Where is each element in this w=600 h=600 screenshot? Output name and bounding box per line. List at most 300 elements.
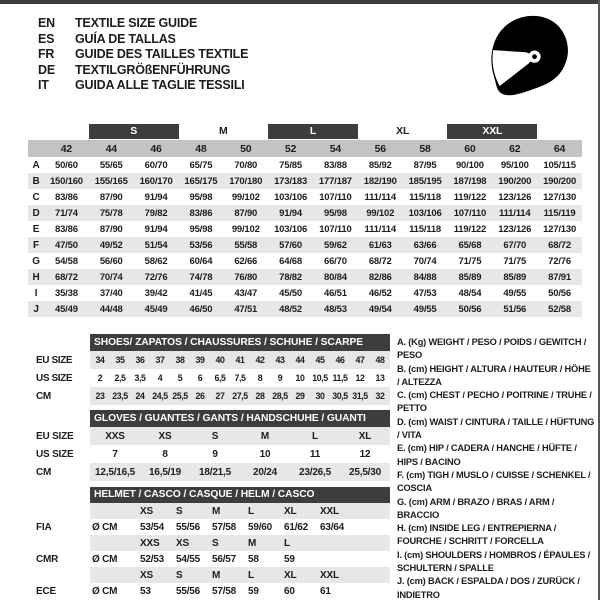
size-value-cell: 66/70 — [324, 255, 347, 267]
shoes-row-label: US SIZE — [36, 372, 73, 384]
helmet-cell: L — [246, 503, 282, 519]
size-value-cell: 123/126 — [498, 223, 532, 235]
helmet-row-ece — [30, 583, 390, 599]
racing-helmet-icon — [482, 12, 574, 110]
size-value-cell: 41/45 — [189, 287, 213, 299]
lang-code: FR — [38, 47, 55, 62]
size-value-cell: 95/98 — [324, 207, 347, 219]
size-header-cell: 58 — [419, 142, 431, 155]
size-value-cell: 39/42 — [144, 287, 168, 299]
size-value-cell: 45/49 — [55, 303, 78, 315]
size-value-cell: 99/102 — [231, 223, 260, 235]
gloves-cell: 25,5/30 — [340, 463, 390, 481]
helmet-row-label: FIA — [36, 521, 52, 533]
helmet-cell: 52/53 — [140, 553, 165, 565]
helmet-cell: 55/56 — [176, 585, 201, 597]
size-header-cell: 44 — [105, 142, 117, 155]
gloves-row-us-size — [30, 445, 390, 463]
textile-size-table — [28, 124, 582, 317]
size-header-cell: 48 — [195, 142, 207, 155]
size-value-cell: 165/175 — [184, 175, 218, 187]
shoes-cell: 12 — [355, 373, 365, 383]
size-value-cell: 150/160 — [49, 175, 83, 187]
size-header-cell: 62 — [509, 142, 521, 155]
size-group-xxl: XXL — [447, 124, 537, 139]
gloves-row-label: US SIZE — [36, 448, 74, 460]
helmet-cell: 53/54 — [140, 521, 165, 533]
gloves-cell: L — [290, 427, 340, 445]
shoes-cell: 29 — [290, 387, 310, 405]
corner-blank-cell — [28, 124, 44, 139]
helmet-cell: L — [246, 567, 282, 583]
legend-item: D. (cm) WAIST / CINTURA / TAILLE / HÜFTUNG / VITA — [397, 416, 595, 441]
size-value-cell: 61/63 — [368, 239, 392, 251]
helmet-title: HELMET / CASCO / CASQUE / HELM / CASCO — [90, 487, 390, 503]
size-value-cell: 95/100 — [500, 159, 529, 171]
size-value-cell: 187/198 — [453, 175, 487, 187]
gloves-title: GLOVES / GUANTES / GANTS / HANDSCHUHE / GUANTI — [90, 410, 390, 427]
size-value-cell: 170/180 — [229, 175, 263, 187]
size-value-cell: 115/119 — [543, 207, 576, 219]
gloves-row-label: CM — [36, 466, 52, 478]
gloves-cell: S — [190, 427, 240, 445]
helmet-cell — [318, 551, 390, 567]
helmet-cell: 63/64 — [320, 521, 345, 533]
guide-title: GUIDE DES TAILLES TEXTILE — [75, 47, 249, 62]
size-value-cell: 45/50 — [279, 287, 302, 299]
size-header-cell: 60 — [464, 142, 476, 155]
size-value-cell: 53/56 — [189, 239, 213, 251]
size-value-cell: 127/130 — [543, 223, 577, 235]
title-language-list — [38, 16, 248, 94]
shoes-cell: 38 — [170, 351, 190, 369]
shoes-cell: 26 — [190, 387, 210, 405]
helmet-cell: M — [210, 567, 246, 583]
lang-code: DE — [38, 62, 55, 77]
measurement-row-i — [28, 285, 582, 301]
size-value-cell: 83/86 — [55, 223, 78, 235]
size-value-cell: 68/72 — [55, 271, 78, 283]
measurement-row-e — [28, 221, 582, 237]
size-value-cell: 105/115 — [543, 159, 576, 171]
helmet-cell: 59 — [284, 553, 295, 565]
size-value-cell: 99/102 — [231, 191, 260, 203]
helmet-row-sizes-2 — [30, 535, 390, 551]
helmet-cell: S — [174, 567, 210, 583]
shoes-cell: 40 — [210, 351, 230, 369]
measurement-row-j — [28, 301, 582, 317]
size-value-cell: 87/95 — [413, 159, 437, 171]
size-value-cell: 83/88 — [324, 159, 347, 171]
title-row-de — [38, 63, 248, 79]
size-value-cell: 75/78 — [99, 207, 123, 219]
shoes-cell: 30 — [310, 387, 330, 405]
size-value-cell: 107/110 — [319, 223, 352, 235]
helmet-cell: M — [210, 503, 246, 519]
shoes-cell: 28 — [250, 387, 270, 405]
gloves-cell: M — [240, 427, 290, 445]
shoes-cell: 7,5 — [234, 373, 246, 383]
shoes-cell: 37 — [150, 351, 170, 369]
gloves-cell: 12 — [359, 448, 371, 460]
shoes-cell: 44 — [290, 351, 310, 369]
size-value-cell: 127/130 — [543, 191, 577, 203]
size-value-cell: 64/68 — [279, 255, 302, 267]
size-value-cell: 111/114 — [499, 207, 531, 219]
size-group-s: S — [89, 124, 179, 139]
size-value-cell: 190/200 — [543, 175, 577, 187]
size-value-cell: 119/122 — [453, 191, 487, 203]
size-value-cell: 48/53 — [324, 303, 347, 315]
size-value-cell: 160/170 — [139, 175, 173, 187]
size-value-cell: 78/82 — [279, 271, 302, 283]
shoes-row-cm — [30, 387, 390, 405]
size-value-cell: 83/86 — [189, 207, 213, 219]
helmet-row-cmr — [30, 551, 390, 567]
shoes-cell: 46 — [330, 351, 350, 369]
size-value-cell: 87/91 — [548, 271, 571, 283]
size-value-cell: 50/56 — [548, 287, 571, 299]
helmet-title-row — [30, 487, 390, 503]
top-border-bar — [0, 0, 600, 4]
size-value-cell: 123/126 — [498, 191, 532, 203]
helmet-cell: 61/62 — [284, 521, 309, 533]
size-value-cell: 49/52 — [99, 239, 123, 251]
gloves-cell: 20/24 — [240, 463, 290, 481]
size-value-cell: 87/90 — [234, 207, 258, 219]
size-header-cell: 50 — [240, 142, 252, 155]
size-value-cell: 45/49 — [144, 303, 168, 315]
row-letter: J — [33, 303, 39, 315]
gloves-size-table — [30, 410, 390, 481]
helmet-cell: 57/58 — [212, 521, 237, 533]
size-group-header-row — [28, 124, 582, 139]
shoes-cell: 42 — [250, 351, 270, 369]
legend-item: C. (cm) CHEST / PECHO / POITRINE / TRUHE / PETTO — [397, 390, 592, 414]
shoes-cell: 23,5 — [110, 387, 130, 405]
size-value-cell: 68/72 — [548, 239, 571, 251]
row-letter: E — [32, 223, 40, 235]
helmet-cell: XL — [282, 503, 318, 519]
guide-title: TEXTILE SIZE GUIDE — [75, 16, 198, 30]
helmet-cell: XXL — [318, 503, 390, 519]
shoes-cell: 8 — [257, 373, 263, 383]
size-header-cell: 56 — [374, 142, 386, 155]
shoes-cell: 36 — [130, 351, 150, 369]
measurement-row-h — [28, 269, 582, 285]
helmet-cell: 59/60 — [248, 521, 273, 533]
size-value-cell: 71/75 — [458, 255, 482, 267]
shoes-cell: 3,5 — [134, 373, 146, 383]
size-value-cell: 173/183 — [274, 175, 308, 187]
size-value-cell: 83/86 — [55, 191, 78, 203]
helmet-cell: XXL — [318, 567, 390, 583]
legend-item: G. (cm) ARM / BRAZO / BRAS / ARM / BRACCIO — [397, 496, 555, 520]
shoes-cell: 25,5 — [170, 387, 190, 405]
shoes-cell: 47 — [350, 351, 370, 369]
size-value-cell: 46/52 — [368, 287, 392, 299]
helmet-cell: Ø CM — [92, 585, 118, 597]
size-value-cell: 65/75 — [189, 159, 213, 171]
size-group-xl: XL — [396, 125, 410, 137]
shoes-row-us-size — [30, 369, 390, 387]
size-value-cell: 70/74 — [99, 271, 123, 283]
size-value-cell: 35/38 — [55, 287, 78, 299]
shoes-cell: 11,5 — [332, 373, 348, 383]
gloves-row-eu-size — [30, 427, 390, 445]
gloves-cell: XXS — [90, 427, 140, 445]
size-value-cell: 51/54 — [144, 239, 168, 251]
size-value-cell: 91/94 — [144, 223, 168, 235]
shoes-title: SHOES/ ZAPATOS / CHAUSSURES / SCHUHE / SCARPE — [90, 334, 390, 351]
shoes-cell: 35 — [110, 351, 130, 369]
shoes-cell: 39 — [190, 351, 210, 369]
size-value-cell: 63/66 — [413, 239, 437, 251]
size-value-cell: 48/54 — [458, 287, 482, 299]
size-value-cell: 111/114 — [364, 191, 396, 203]
gloves-cell: 10 — [259, 448, 271, 460]
size-value-cell: 79/82 — [144, 207, 168, 219]
legend-item: J. (cm) BACK / ESPALDA / DOS / ZURÜCK / INDIETRO — [397, 576, 580, 600]
size-value-cell: 76/80 — [234, 271, 258, 283]
size-header-cell: 64 — [553, 142, 566, 155]
size-value-cell: 70/74 — [413, 255, 437, 267]
size-header-cell: 52 — [284, 142, 297, 155]
size-value-cell: 82/86 — [368, 271, 392, 283]
size-value-cell: 85/89 — [503, 271, 527, 283]
size-value-cell: 74/78 — [189, 271, 213, 283]
size-value-cell: 58/62 — [144, 255, 168, 267]
measurement-row-c — [28, 189, 582, 205]
gloves-row-label: EU SIZE — [36, 430, 74, 442]
size-value-cell: 65/68 — [458, 239, 482, 251]
size-value-cell: 155/165 — [94, 175, 128, 187]
size-value-cell: 177/187 — [318, 175, 352, 187]
gloves-cell: 16,5/19 — [140, 463, 190, 481]
size-header-cell: 54 — [329, 142, 342, 155]
row-letter: D — [32, 207, 40, 219]
size-value-cell: 49/55 — [413, 303, 437, 315]
shoes-cell: 2,5 — [114, 373, 126, 383]
helmet-cell: 61 — [320, 585, 331, 597]
size-value-cell: 85/92 — [368, 159, 392, 171]
group-blank-over-42 — [44, 124, 89, 139]
gloves-row-cm — [30, 463, 390, 481]
size-value-cell: 103/106 — [408, 207, 442, 219]
row-letter: I — [34, 287, 38, 299]
title-row-it — [38, 78, 248, 94]
size-value-cell: 48/52 — [279, 303, 302, 315]
shoes-cell: 5 — [177, 373, 183, 383]
shoes-cell: 10 — [295, 373, 305, 383]
size-value-cell: 99/102 — [366, 207, 395, 219]
legend-item: H. (cm) INSIDE LEG / ENTREPIERNA / FOURCHE / SCHRITT / FORCELLA — [397, 523, 557, 547]
shoes-size-table — [30, 334, 390, 405]
size-header-cell: 42 — [60, 142, 73, 155]
size-value-cell: 115/118 — [409, 223, 442, 235]
helmet-cell: XS — [138, 567, 174, 583]
shoes-cell: 9 — [277, 373, 283, 383]
size-value-cell: 44/48 — [99, 303, 123, 315]
shoes-cell: 48 — [370, 351, 390, 369]
helmet-row-label: CMR — [36, 553, 59, 565]
size-value-cell: 47/53 — [413, 287, 437, 299]
row-letter: F — [33, 239, 39, 251]
helmet-cell: 57/58 — [212, 585, 237, 597]
size-value-cell: 47/51 — [234, 303, 258, 315]
helmet-cell: S — [174, 503, 210, 519]
helmet-cell — [90, 567, 138, 583]
size-value-cell: 115/118 — [409, 191, 442, 203]
size-value-cell: 107/110 — [453, 207, 487, 219]
helmet-row-sizes-4 — [30, 567, 390, 583]
row-letter: B — [32, 175, 40, 187]
size-value-cell: 46/50 — [189, 303, 213, 315]
helmet-size-table — [30, 487, 390, 599]
shoes-cell: 24,5 — [150, 387, 170, 405]
size-value-cell: 49/54 — [368, 303, 392, 315]
size-value-cell: 60/64 — [189, 255, 213, 267]
size-value-cell: 103/106 — [274, 223, 308, 235]
helmet-cell: M — [246, 535, 282, 551]
size-value-cell: 95/98 — [189, 223, 213, 235]
measurement-row-f — [28, 237, 582, 253]
helmet-cell: XL — [282, 567, 318, 583]
group-blank-over-64 — [537, 124, 582, 139]
size-value-cell: 55/58 — [234, 239, 258, 251]
helmet-cell: S — [210, 535, 246, 551]
size-value-cell: 72/76 — [548, 255, 571, 267]
size-value-cell: 85/89 — [458, 271, 482, 283]
size-value-cell: 54/58 — [55, 255, 78, 267]
legend-item: F. (cm) TIGH / MUSLO / CUISSE / SCHENKEL / COSCIA — [397, 469, 591, 494]
size-value-cell: 55/65 — [99, 159, 123, 171]
size-value-cell: 111/114 — [364, 223, 396, 235]
legend-item: A. (Kg) WEIGHT / PESO / POIDS / GEWITCH / PESO — [397, 337, 587, 361]
helmet-cell — [90, 503, 138, 519]
size-value-cell: 107/110 — [319, 191, 352, 203]
helmet-cell: 60 — [284, 585, 295, 597]
row-letter: C — [32, 191, 40, 203]
gloves-title-row — [30, 410, 390, 427]
size-value-cell: 68/72 — [368, 255, 392, 267]
title-row-fr — [38, 47, 248, 63]
shoes-cell: 24 — [130, 387, 150, 405]
size-value-cell: 185/195 — [408, 175, 442, 187]
helmet-row-label: ECE — [36, 585, 56, 597]
size-value-cell: 49/55 — [503, 287, 527, 299]
gloves-cell: XS — [140, 427, 190, 445]
legend-item: B. (cm) HEIGHT / ALTURA / HAUTEUR / HÖHE / ALTEZZA — [397, 363, 591, 387]
lang-code: EN — [38, 16, 55, 30]
measurement-row-g — [28, 253, 582, 269]
gloves-cell: 23/26,5 — [290, 463, 340, 481]
size-value-cell: 52/58 — [548, 303, 571, 315]
gloves-cell: 9 — [212, 448, 218, 460]
shoes-cell: 27 — [210, 387, 230, 405]
gloves-cell: 11 — [309, 448, 321, 460]
shoes-cell: 30,5 — [330, 387, 350, 405]
shoes-cell: 23 — [90, 387, 110, 405]
gloves-cell: 12,5/16,5 — [90, 463, 140, 481]
size-value-cell: 51/56 — [503, 303, 527, 315]
size-value-cell: 84/88 — [413, 271, 437, 283]
size-value-cell: 62/66 — [234, 255, 258, 267]
size-group-l: L — [268, 124, 358, 139]
shoes-cell: 6 — [197, 373, 203, 383]
size-value-cell: 60/70 — [144, 159, 168, 171]
size-value-cell: 37/40 — [99, 287, 123, 299]
size-value-cell: 182/190 — [363, 175, 397, 187]
title-row-es — [38, 32, 248, 48]
size-value-cell: 80/84 — [324, 271, 347, 283]
size-value-cell: 59/62 — [324, 239, 347, 251]
size-value-cell: 46/51 — [324, 287, 347, 299]
shoes-cell: 28,5 — [270, 387, 290, 405]
helmet-cell: 53 — [140, 585, 151, 597]
shoes-cell: 13 — [375, 373, 385, 383]
lang-code: ES — [38, 31, 55, 46]
shoes-cell: 6,5 — [214, 373, 226, 383]
shoes-cell: 10,5 — [312, 373, 328, 383]
guide-title: GUÍA DE TALLAS — [75, 31, 176, 46]
size-value-cell: 90/100 — [455, 159, 484, 171]
shoes-cell: 45 — [310, 351, 330, 369]
size-value-cell: 190/200 — [498, 175, 532, 187]
size-value-cell: 71/74 — [55, 207, 78, 219]
helmet-cell — [318, 535, 390, 551]
guide-title: GUIDA ALLE TAGLIE TESSILI — [75, 78, 245, 93]
size-value-cell: 70/80 — [234, 159, 258, 171]
size-value-cell: 103/106 — [274, 191, 308, 203]
size-value-cell: 50/60 — [55, 159, 78, 171]
measurement-row-d — [28, 205, 582, 221]
title-row-en — [38, 16, 248, 32]
size-value-cell: 50/56 — [458, 303, 482, 315]
size-header-row — [28, 140, 582, 157]
gloves-cell: XL — [340, 427, 390, 445]
shoes-cell: 34 — [90, 351, 110, 369]
shoes-row-label: CM — [36, 390, 51, 402]
measurement-row-b — [28, 173, 582, 189]
shoes-title-row — [30, 334, 390, 351]
row-letter: A — [32, 159, 40, 171]
shoes-cell: 4 — [157, 373, 163, 383]
size-value-cell: 71/75 — [503, 255, 527, 267]
row-letter: G — [32, 255, 40, 267]
shoes-cell: 27,5 — [230, 387, 250, 405]
size-group-m: M — [219, 125, 228, 137]
shoes-cell: 31,5 — [350, 387, 370, 405]
size-value-cell: 67/70 — [503, 239, 527, 251]
helmet-cell: L — [282, 535, 318, 551]
helmet-row-fia — [30, 519, 390, 535]
legend-item: E. (cm) HIP / CADERA / HANCHE / HÜFTE / HIPS / BACINO — [397, 443, 577, 467]
size-header-cell: 46 — [150, 142, 162, 155]
helmet-cell: 59 — [248, 585, 259, 597]
helmet-cell: 54/55 — [176, 553, 201, 565]
row-letter: H — [32, 271, 40, 283]
helmet-cell: 58 — [248, 553, 259, 565]
size-value-cell: 95/98 — [189, 191, 213, 203]
size-value-cell: 72/76 — [144, 271, 168, 283]
size-value-cell: 47/50 — [55, 239, 78, 251]
size-value-cell: 91/94 — [144, 191, 168, 203]
shoes-cell: 32 — [370, 387, 390, 405]
size-value-cell: 56/60 — [99, 255, 123, 267]
shoes-cell: 41 — [230, 351, 250, 369]
shoes-row-label: EU SIZE — [36, 354, 73, 366]
